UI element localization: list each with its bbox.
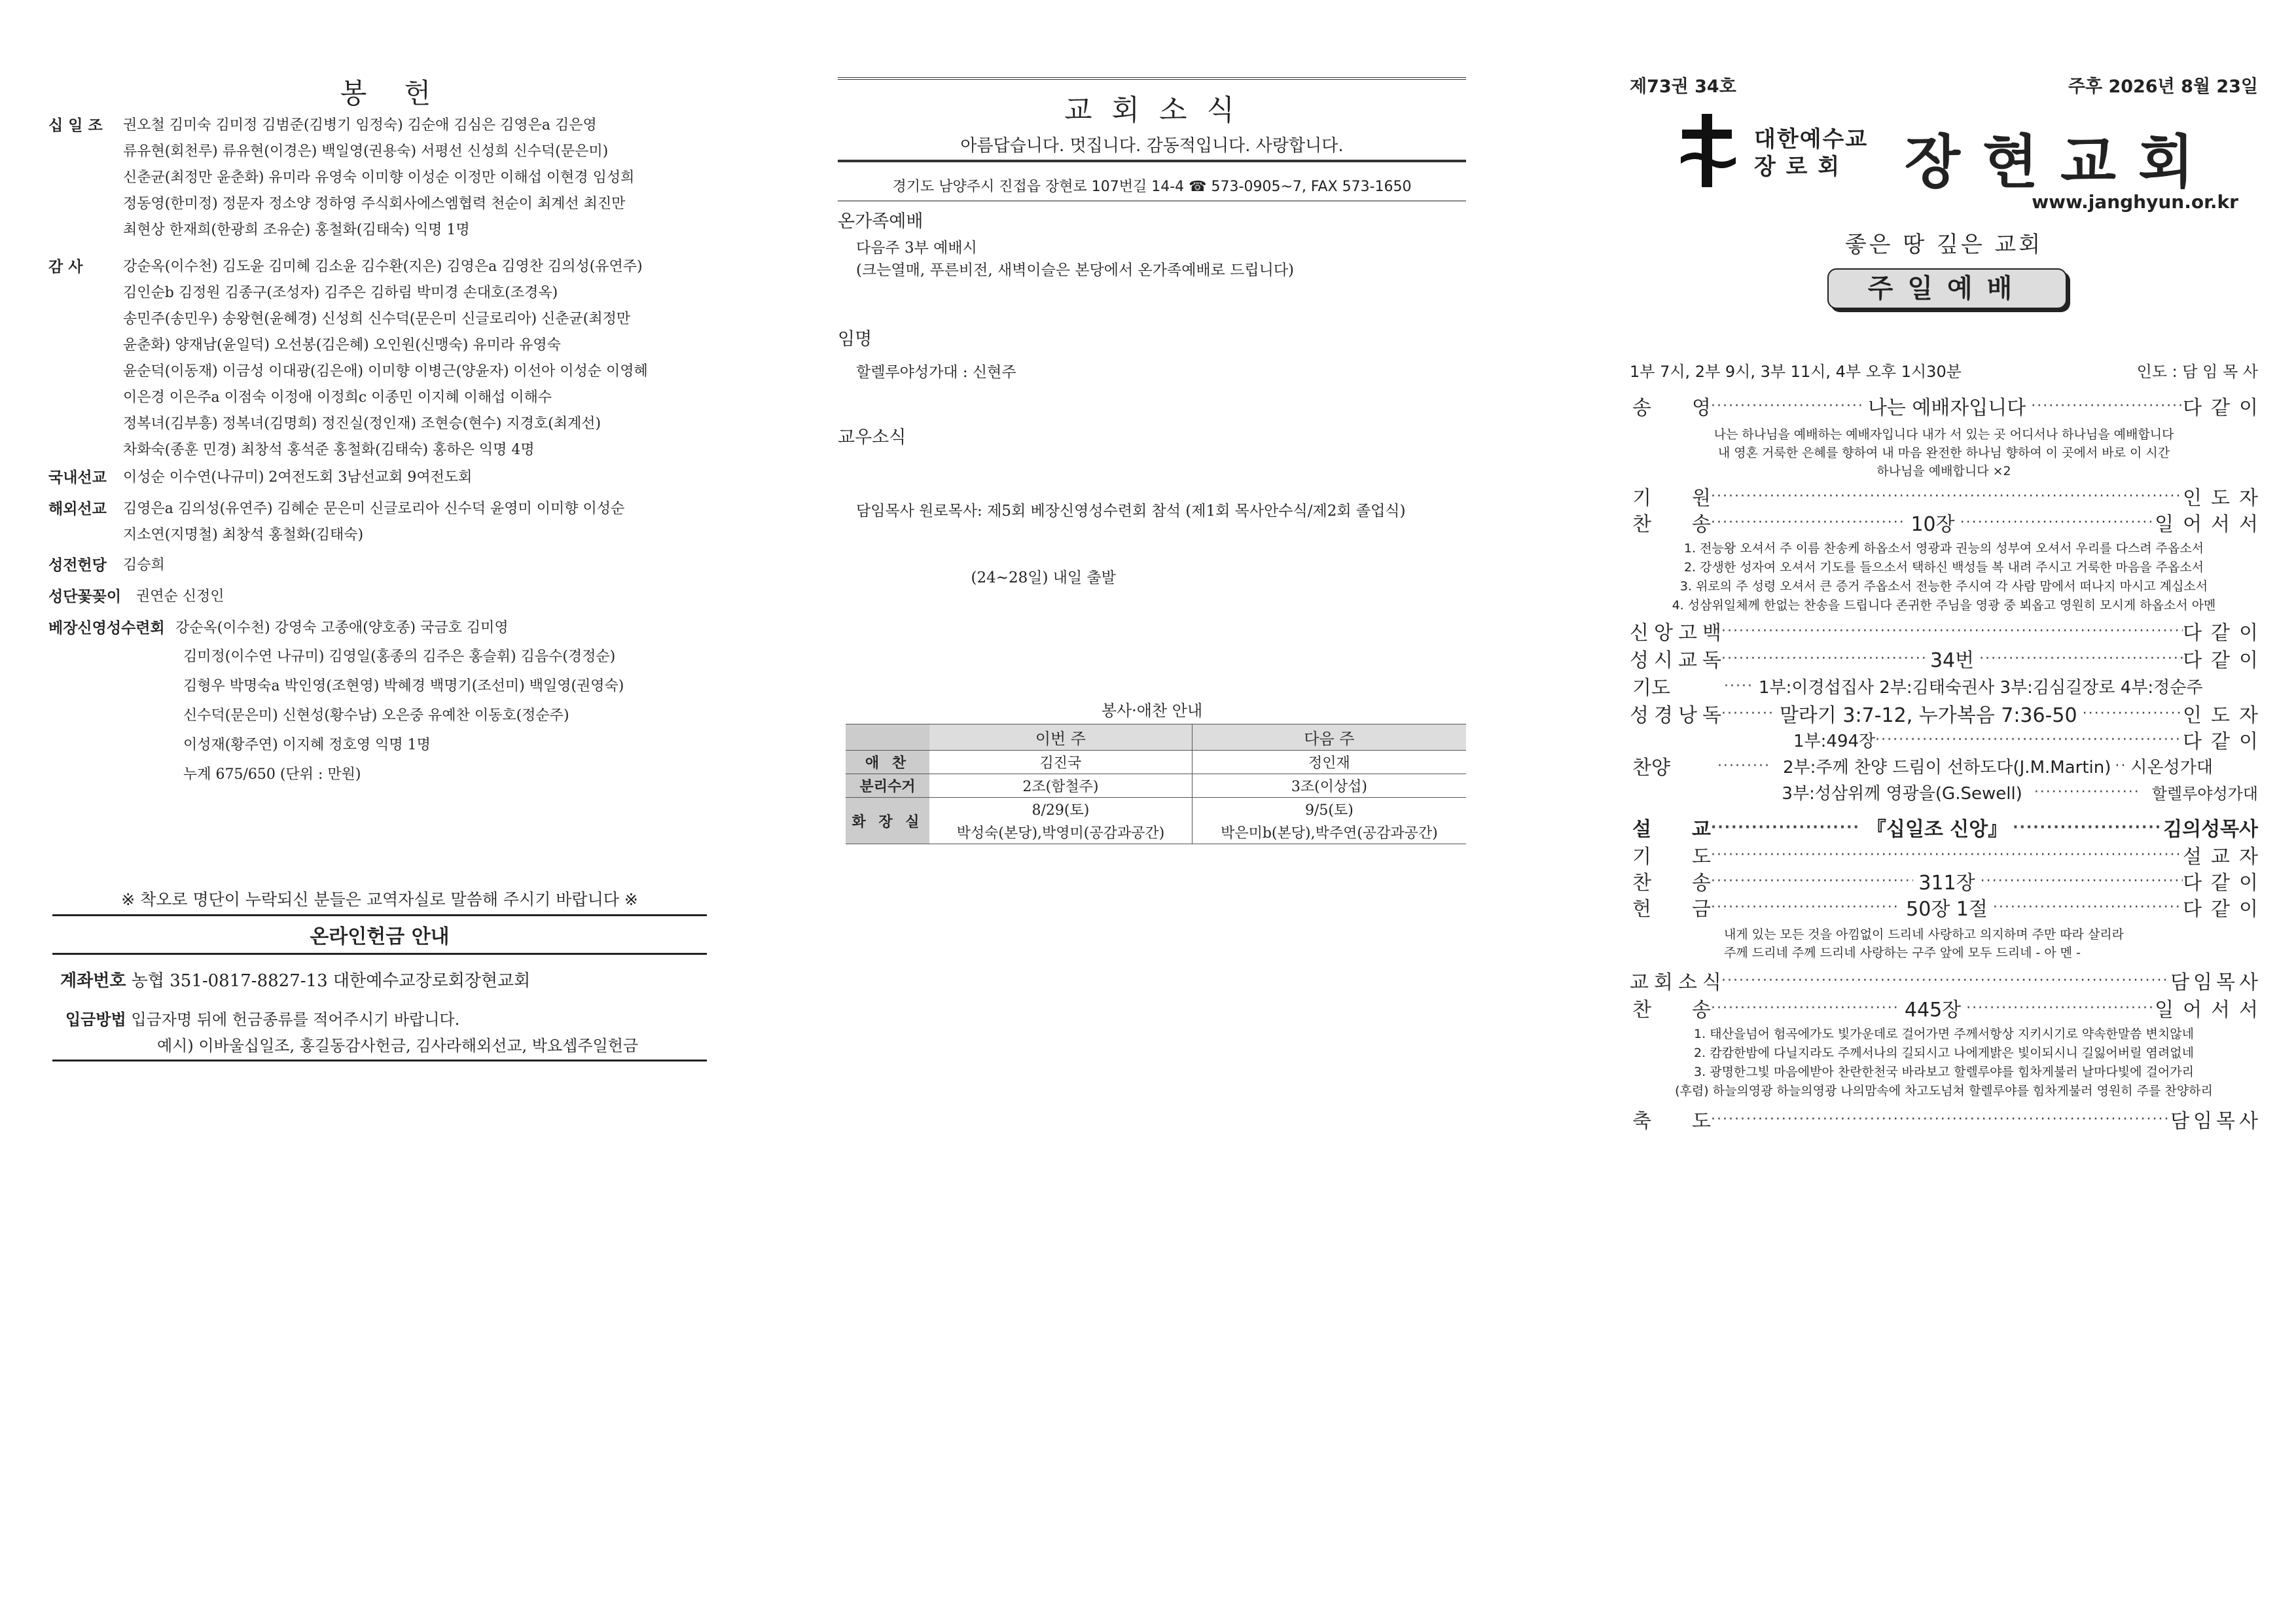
order-center: 50장 1절 (1906, 898, 1988, 921)
leader-dots: ········· (1717, 757, 1770, 774)
leader-dots (2031, 398, 2183, 414)
offering-line: 정동영(한미정) 정문자 정소양 정하영 주식회사에스엠협력 천순이 최계선 최진만 (123, 196, 626, 212)
deposit-value: 입금자명 뒤에 헌금종류를 적어주시기 바랍니다. (131, 1010, 460, 1029)
order-right: 다같이 (2183, 730, 2267, 753)
leader-dots (1711, 819, 1861, 836)
news-line: 담임목사 원로목사: 제5회 베장신영성수련회 참석 (제1회 목사안수식/제2회 졸업식) (856, 503, 1406, 520)
denomination-line: 대한예수교 (1754, 126, 1869, 152)
offering-names (183, 644, 624, 791)
news-heading: 임명 (838, 329, 872, 349)
order-item (1630, 618, 2267, 645)
offering-label: 감 사 (48, 259, 83, 276)
account-value: 농협 351-0817-8827-13 대한예수교장로회장현교회 (131, 971, 531, 991)
news-line: 할렐루야성가대 : 신현주 (856, 364, 1016, 381)
leader-dots (1711, 488, 2183, 505)
row-label: 분리수거 (846, 774, 929, 798)
table-row (846, 774, 1466, 798)
order-center: 2부:주께 찬양 드림이 선하도다(J.M.Martin) (1783, 757, 2111, 777)
church-slogan: 좋은 땅 깊은 교회 (1844, 232, 2043, 258)
offering-names (175, 615, 509, 641)
offering-line: 차화숙(종훈 민경) 최창석 홍석준 홍철화(김태숙) 홍하은 익명 4명 (123, 442, 535, 458)
church-name: 장현교회 (1905, 128, 2217, 196)
order-name: 축 도 (1632, 1110, 1711, 1133)
denomination (1754, 126, 1885, 181)
leader-dots (1721, 972, 2170, 989)
top-divider (838, 77, 1466, 80)
order-item (1630, 995, 2268, 1022)
lyrics-line: 나는 하나님을 예배하는 예배자입니다 내가 서 있는 곳 어디서나 하나님을 예배합니다 (1713, 427, 2174, 442)
account-label: 계좌번호 (60, 971, 126, 991)
order-name: 기도 (1632, 677, 1670, 700)
order-right: 다같이 (2183, 622, 2267, 645)
offering-line: 신수덕(문은미) 신현성(황수남) 오은중 유예찬 이동호(정순주) (183, 707, 569, 724)
table-row (846, 798, 1466, 821)
order-right: 다같이 (2183, 872, 2268, 895)
order-item (1630, 645, 2268, 672)
deposit-example: 예시) 이바울십일조, 홍길동감사헌금, 김사라해외선교, 박요셉주일헌금 (52, 1033, 707, 1061)
offering-label: 국내선교 (48, 469, 107, 486)
offering-line: 최현상 한재희(한광희 조유순) 홍철화(김태숙) 익명 1명 (123, 222, 470, 238)
order-item (1630, 700, 2267, 727)
hymn-verse: (후렴) 하늘의영광 하늘의영광 나의맘속에 차고도넘쳐 할렐루야를 힘차게불러 영원히 주를 찬양하리 (1675, 1084, 2213, 1098)
order-item (1630, 393, 2267, 419)
hymn-verse: 3. 광명한그빛 마음에받아 찬란한천국 바라보고 할렐루야를 힘차게불러 날마다빛에 걸어가리 (1694, 1065, 2194, 1079)
column-header: 이번 주 (929, 724, 1192, 751)
order-name: 교 회 소 식 (1630, 971, 1721, 994)
news-body (856, 237, 1294, 281)
order-name: 찬 송 (1632, 999, 1711, 1022)
table-cell: 김진국 (929, 751, 1192, 774)
order-name: 기 원 (1632, 487, 1711, 510)
order-center: 311장 (1918, 872, 1975, 895)
offering-line: 권연순 신정인 (136, 588, 224, 605)
church-url: www.janghyun.or.kr (2032, 191, 2238, 213)
order-center: 3부:성삼위께 영광을(G.Sewell) (1782, 783, 2022, 804)
order-item-choir-2 (1630, 753, 2258, 779)
offering-line: 강순옥(이수천) 강영숙 고종애(양호종) 국금호 김미영 (175, 620, 509, 636)
leader-dots (1979, 651, 2183, 667)
news-title: 교 회 소 식 (1064, 94, 1240, 127)
order-right: 다같이 (2183, 649, 2268, 672)
table-cell: 2조(함철주) (929, 774, 1192, 798)
offering-line: 권오철 김미숙 김미정 김범준(김병기 임정숙) 김순애 김심은 김영은a 김은영 (123, 117, 597, 134)
leader-dots (1875, 732, 2183, 748)
offering-line: 이성재(황주연) 이지혜 정호영 익명 1명 (183, 737, 431, 753)
news-heading: 교우소식 (838, 427, 906, 448)
offering-line: 윤순덕(이동재) 이금성 이대광(김은애) 이미향 이병근(양윤자) 이선아 이성순 이영혜 (123, 363, 648, 380)
online-offering-title: 온라인헌금 안내 (52, 914, 707, 955)
hymn-lyrics (1630, 1025, 2258, 1101)
lyrics-line: 내 영혼 거룩한 은혜를 향하여 내 마음 완전한 하나님 향하여 이 곳에서 바로 이 시간 (1717, 446, 2170, 460)
order-item (1630, 1106, 2262, 1133)
leader-dots (2083, 705, 2183, 722)
divider (838, 160, 1466, 162)
order-right: 다같이 (2183, 397, 2267, 419)
order-right: 할렐루야성가대 (2151, 784, 2258, 803)
news-heading: 온가족예배 (838, 211, 924, 232)
hymn-lyrics (1630, 539, 2258, 615)
leader-dots (1711, 398, 1863, 414)
offering-names (123, 552, 165, 579)
order-right: 인도자 (2183, 704, 2267, 727)
news-subtitle: 아름답습니다. 멋집니다. 감동적입니다. 사랑합니다. (960, 136, 1344, 156)
lyrics-line: 내게 있는 모든 것을 아낌없이 드리네 사랑하고 의지하며 주만 따라 살리라 (1724, 927, 2125, 942)
leader-dots (1960, 514, 2155, 531)
offering-line: 이은경 이은주a 이점숙 이정애 이정희c 이종민 이지혜 이해섭 이해수 (123, 389, 552, 406)
offering-label: 십 일 조 (48, 117, 103, 134)
divider (838, 200, 1466, 202)
leader-dots: ····· (1724, 677, 1753, 694)
worship-title: 주일예배 (1827, 268, 2067, 309)
leader-dots (1966, 1000, 2155, 1016)
sermon-title: 『십일조 신앙』 (1866, 818, 2008, 841)
leader-dots (1711, 847, 2183, 863)
order-name: 설 교 (1632, 818, 1711, 841)
order-center: 10장 (1910, 513, 1955, 536)
offering-label: 성전헌당 (48, 557, 107, 574)
hymn-verse: 1. 태산을넘어 험곡에가도 빛가운데로 걸어가면 주께서항상 지키시기로 약속한말씀 변치않네 (1694, 1027, 2194, 1041)
news-line: (24~28일) 내일 출발 (856, 569, 1116, 586)
offering-title: 봉 헌 (340, 77, 446, 109)
row-label: 화 장 실 (846, 798, 929, 844)
order-item (1630, 842, 2267, 868)
offering-label: 해외선교 (48, 501, 107, 518)
offering-line: 윤춘화) 양재남(윤일덕) 오선봉(김은혜) 오인원(신맹숙) 유미라 유영숙 (123, 337, 561, 353)
table-cell: 3조(이상섭) (1192, 774, 1466, 798)
offering-line: 김영은a 김의성(유연주) 김혜순 문은미 신글로리아 신수덕 윤영미 이미향 이성순 (123, 501, 625, 517)
hymn-verse: 2. 캄캄한밤에 다닐지라도 주께서나의 길되시고 나에게밝은 빛이되시니 길잃어버릴 염려없네 (1694, 1046, 2194, 1060)
offering-line: 류유현(회천루) 류유현(이경은) 백일영(권용숙) 서평선 신성희 신수덕(문은미) (123, 143, 609, 160)
offering-names (123, 465, 472, 491)
leader-dots (1711, 1111, 2170, 1128)
order-center: 1부:이경섭집사 2부:김태숙권사 3부:김심길장로 4부:정순주 (1758, 677, 2203, 698)
news-line: 다음주 3부 예배시 (856, 240, 977, 257)
leader-dots: ········· (1721, 705, 1774, 722)
leader-dots (1721, 651, 1925, 667)
offering-names (123, 496, 624, 548)
order-center: 나는 예배자입니다 (1867, 397, 2026, 419)
order-name: 찬 송 (1632, 872, 1711, 895)
order-item (1630, 967, 2262, 994)
offering-line: 김형우 박명숙a 박인영(조현영) 박혜경 백명기(조선미) 백일영(권영숙) (183, 678, 624, 694)
leader-dots (1711, 873, 1913, 889)
hymn-verse: 3. 위로의 주 성령 오셔서 큰 증거 주옵소서 전능한 주시여 각 사람 맘에서 떠나지 마시고 계십소서 (1679, 579, 2208, 594)
order-center: 445장 (1904, 999, 1962, 1022)
order-center: 1부:494장 (1793, 731, 1876, 751)
lyrics (1630, 425, 2258, 480)
omission-notice: ※ 착오로 명단이 누락되신 분들은 교역자실로 말씀해 주시기 바랍니다 ※ (121, 890, 638, 909)
worship-column (1630, 0, 2268, 1623)
offering-line: 김승희 (123, 557, 165, 573)
order-right: 시온성가대 (2130, 757, 2213, 777)
order-right: 다같이 (2183, 898, 2267, 921)
order-name: 성 시 교 독 (1630, 649, 1721, 672)
leader-dots (1981, 873, 2183, 889)
order-center: 34번 (1929, 649, 1975, 672)
hymn-verse: 2. 강생한 성자여 오셔서 기도를 들으소서 택하신 백성들 복 내려 주시고 거룩한 마음을 주옵소서 (1683, 560, 2204, 575)
table-cell: 박은미b(본당),박주연(공감과공간) (1192, 821, 1466, 844)
leader-dots (1993, 899, 2183, 916)
issue-date: 주후 2026년 8월 23일 (2068, 77, 2258, 97)
denomination-line: 장 로 회 (1754, 154, 1841, 180)
news-body (856, 361, 1016, 383)
offering-line: 이성순 이수연(나규미) 2여전도회 3남선교회 9여전도회 (123, 469, 473, 486)
order-name: 기 도 (1632, 846, 1711, 868)
column-header: 다음 주 (1192, 724, 1466, 751)
leader-dots (1711, 1000, 1899, 1016)
order-right: 설교자 (2183, 846, 2267, 868)
order-item (1630, 868, 2268, 895)
offering-line: 지소연(지명철) 최창석 홍철화(김태숙) (123, 527, 364, 543)
order-item (1630, 894, 2267, 921)
offering-label: 베장신영성수련회 (48, 620, 165, 637)
offering-label: 성단꽃꽂이 (48, 588, 122, 605)
order-name: 송 영 (1632, 397, 1711, 419)
table-row (846, 821, 1466, 844)
account-row (60, 967, 530, 991)
offering-line: 강순옥(이수천) 김도윤 김미혜 김소윤 김수환(지은) 김영은a 김영찬 김의성(유연주) (123, 259, 643, 275)
order-name: 성 경 낭 독 (1630, 704, 1721, 727)
church-address: 경기도 남양주시 진접읍 장현로 107번길 14-4 ☎ 573-0905~7, FAX 573-1650 (892, 179, 1412, 195)
order-right: 담임목사 (2170, 971, 2262, 994)
service-times: 1부 7시, 2부 9시, 3부 11시, 4부 오후 1시30분 (1630, 363, 1962, 381)
order-item (1630, 483, 2267, 510)
order-right: 일어서서 (2155, 999, 2268, 1022)
order-name: 헌 금 (1632, 898, 1711, 921)
leader-dots: ·················· (2034, 783, 2140, 800)
order-center: 말라기 3:7-12, 누가복음 7:36-50 (1779, 704, 2077, 727)
offering-line: 신춘균(최정만 윤춘화) 유미라 유영숙 이미향 이성순 이정만 이해섭 이현경 임성희 (123, 169, 635, 186)
order-item-prayer (1630, 673, 2258, 699)
table-corner (846, 724, 929, 751)
leader-dots: ·· (2115, 757, 2127, 774)
order-right: 인도자 (2183, 487, 2267, 510)
order-name: 신 앙 고 백 (1630, 622, 1721, 645)
offering-total: 누계 675/650 (단위 : 만원) (183, 766, 361, 783)
news-line: (크는열매, 푸른비전, 새벽이슬은 본당에서 온가족예배로 드립니다) (856, 262, 1295, 279)
leader-dots (1711, 899, 1901, 916)
order-right: 일어서서 (2155, 513, 2268, 536)
order-name: 찬양 (1632, 757, 1670, 779)
table-cell: 정인재 (1192, 751, 1466, 774)
offering-names (136, 584, 224, 610)
order-right: 김의성목사 (2163, 818, 2259, 841)
deposit-row (65, 1007, 459, 1033)
table-cell: 박성숙(본당),박영미(공감과공간) (929, 821, 1192, 844)
table-cell: 8/29(토) (929, 798, 1192, 821)
order-item-choir-3 (1630, 779, 2258, 805)
news-column (838, 0, 1473, 1623)
issue-number: 제73권 34호 (1630, 77, 1736, 97)
offering-line: 정복녀(김부흥) 정복녀(김명희) 정진실(정인재) 조현승(현수) 지경호(최계선) (123, 416, 601, 432)
lyrics-line: 하나님을 예배합니다 ×2 (1876, 464, 2011, 478)
offering-lyrics (1630, 925, 2258, 962)
order-item (1630, 509, 2268, 536)
offering-line: 김미정(이수연 나규미) 김영일(홍종의 김주은 홍슬휘) 김음수(경정순) (183, 649, 616, 665)
order-name: 찬 송 (1632, 513, 1711, 536)
table-row (846, 751, 1466, 774)
table-cell: 9/5(토) (1192, 798, 1466, 821)
news-body (856, 455, 1406, 633)
order-right: 담임목사 (2170, 1110, 2262, 1133)
hymn-verse: 4. 성삼위일체께 한없는 찬송을 드립니다 존귀한 주님을 영광 중 뵈옵고 영원히 모시게 하옵소서 아멘 (1672, 598, 2216, 613)
order-item-sermon (1630, 814, 2258, 840)
offering-line: 김인순b 김정원 김종구(조성자) 김주은 김하림 박미경 손대호(조경옥) (123, 285, 558, 301)
order-item-choir-1 (1630, 726, 2267, 753)
lyrics-line: 주께 드리네 주께 드리네 사랑하는 구주 앞에 모두 드리네 - 아 멘 - (1724, 946, 2081, 960)
service-table-caption: 봉사·애찬 안내 (1101, 702, 1203, 720)
row-label: 애 찬 (846, 751, 929, 774)
leader-dots (1721, 623, 2183, 639)
hymn-verse: 1. 전능왕 오셔서 주 이름 찬송케 하옵소서 영광과 권능의 성부여 오셔서 우리를 다스려 주옵소서 (1683, 541, 2204, 556)
offering-names (123, 113, 634, 243)
cross-logo-icon (1676, 111, 1741, 192)
offering-names (123, 254, 648, 463)
table-header-row (846, 724, 1466, 751)
service-table (846, 724, 1466, 844)
offering-column (39, 0, 694, 1623)
deposit-label: 입금방법 (65, 1010, 126, 1029)
leader-dots (1711, 514, 1905, 531)
leader-dots (2013, 819, 2163, 836)
offering-line: 송민주(송민우) 송왕현(윤혜경) 신성희 신수덕(문은미 신글로리아) 신춘균(최정만 (123, 311, 631, 327)
service-leader: 인도 : 담 임 목 사 (2136, 363, 2258, 381)
